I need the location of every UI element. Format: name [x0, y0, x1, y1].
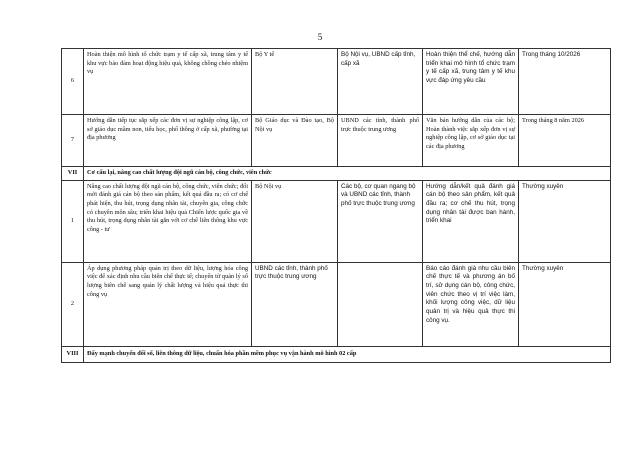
lead-agency-cell: Bộ Nội vụ [252, 180, 338, 262]
product-cell: Báo cáo đánh giá nhu cầu biên chế thực tế và phương án bố trí, sử dụng cán bộ, công chức, viên chức theo vị trí việc làm, khối lượng công việc, dữ liệu quản trị và hiệu quả thực thi công vụ. [423, 262, 519, 346]
deadline-cell: Thường xuyên [519, 262, 611, 346]
section-header-row [62, 167, 611, 181]
deadline-cell: Trong tháng 10/2026 [519, 49, 611, 115]
lead-agency-cell: UBND các tỉnh, thành phố trực thuộc trung ương [252, 262, 338, 346]
section-number: VIII [62, 346, 84, 362]
table-row [62, 115, 611, 167]
task-cell: Hoàn thiện mô hình tổ chức trạm y tế cấp xã, trung tâm y tế khu vực bảo đảm hoạt động hiệu quả, không chồng chéo nhiệm vụ [84, 49, 252, 115]
deadline-cell: Thường xuyên [519, 180, 611, 262]
coordinating-agency-cell: Bộ Nội vụ, UBND cấp tỉnh, cấp xã [338, 49, 423, 115]
lead-agency-cell: Bộ Giáo dục và Đào tạo, Bộ Nội vụ [252, 115, 338, 167]
table-row [62, 49, 611, 115]
section-title: Đẩy mạnh chuyển đổi số, liên thông dữ liệu, chuẩn hóa phần mềm phục vụ vận hành mô hình 02 cấp [84, 346, 611, 362]
product-cell: Hướng dẫn/kết quả đánh giá cán bộ theo sản phẩm, kết quả đầu ra; cơ chế thu hút, trọng dụng nhân tài được ban hành, triển khai [423, 180, 519, 262]
page-number: 5 [317, 32, 323, 42]
row-number: 6 [62, 49, 84, 115]
row-number: 1 [62, 180, 84, 262]
table-row [62, 262, 611, 346]
coordinating-agency-cell: UBND các tỉnh, thành phố trực thuộc trung ương [338, 115, 423, 167]
deadline-cell: Trong tháng 8 năm 2026 [519, 115, 611, 167]
task-cell: Nâng cao chất lượng đội ngũ cán bộ, công chức, viên chức; đổi mới đánh giá cán bộ theo sản phẩm, kết quả đầu ra; có cơ chế phát hiện, thu hút, trọng dụng nhân tài, chuyên gia, công chức có chuyên môn sâu; triển khai hiệu quả Chiến lược quốc gia về thu hút, trọng dụng nhân tài gắn với cơ chế liên thông khu vực công - tư [84, 180, 252, 262]
product-cell: Hoàn thiện thể chế, hướng dẫn triển khai mô hình tổ chức trạm y tế cấp xã, trung tâm y tế khu vực đáp ứng yêu cầu [423, 49, 519, 115]
product-cell: Văn bản hướng dẫn của các bộ; Hoàn thành việc sắp xếp đơn vị sự nghiệp công lập, cơ sở giáo dục tại các địa phương [423, 115, 519, 167]
task-cell: Áp dụng phương pháp quản trị theo dữ liệu, lượng hóa công việc để xác định nhu cầu biên chế thực tế; chuyển từ quản lý số lượng biên chế sang quản lý chất lượng và hiệu quả thực thi công vụ [84, 262, 252, 346]
coordinating-agency-cell [338, 262, 423, 346]
lead-agency-cell: Bộ Y tế [252, 49, 338, 115]
row-number: 7 [62, 115, 84, 167]
row-number: 2 [62, 262, 84, 346]
section-number: VII [62, 167, 84, 181]
task-table [61, 48, 611, 363]
coordinating-agency-cell: Các bộ, cơ quan ngang bộ và UBND các tỉnh, thành phố trực thuộc trung ương [338, 180, 423, 262]
table-row [62, 180, 611, 262]
section-title: Cơ cấu lại, nâng cao chất lượng đội ngũ cán bộ, công chức, viên chức [84, 167, 611, 181]
section-header-row [62, 346, 611, 362]
task-cell: Hướng dẫn tiếp tục sắp xếp các đơn vị sự nghiệp công lập, cơ sở giáo dục mầm non, tiểu học, phổ thông ở cấp xã, phường tại địa phương [84, 115, 252, 167]
